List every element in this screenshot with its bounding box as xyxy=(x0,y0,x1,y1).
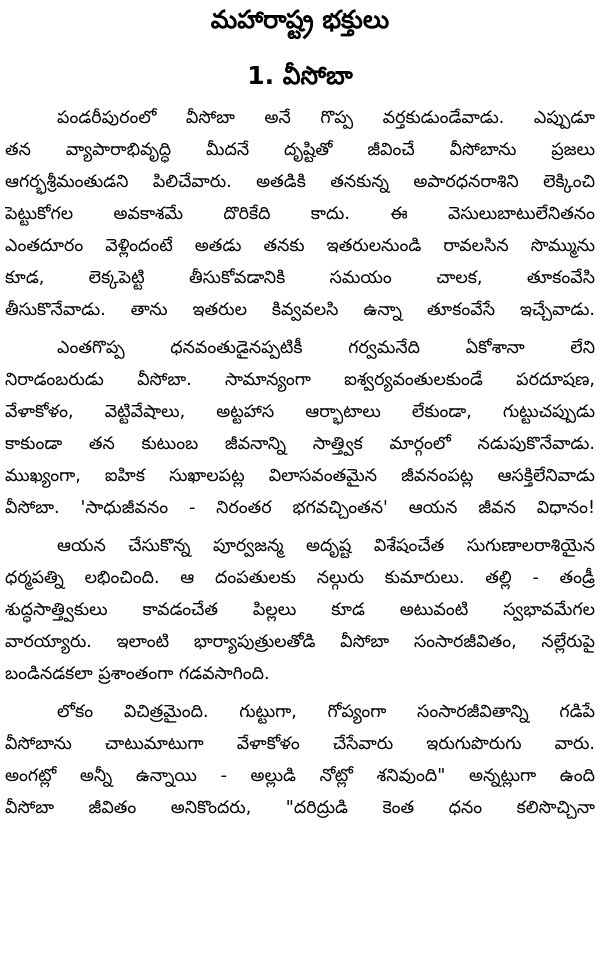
chapter-title: 1. వీసోబా xyxy=(247,61,353,90)
text-line: బండినడకలా ప్రశాంతంగా గడవసాగింది. xyxy=(5,664,270,684)
text-line: ముఖ్యంగా, ఐహిక సుఖాలపట్ల విలాసవంతమైన జీవనంపట్ల ఆసక్తిలేనివాడు xyxy=(5,466,595,486)
paragraph-4 xyxy=(5,696,595,824)
text-line: లోకం విచిత్రమైంది. గుట్టుగా, గోప్యంగా సంసారజీవితాన్ని గడిపే xyxy=(57,702,595,722)
paragraph-2 xyxy=(5,332,595,524)
text-line: వీసోబా జీవితం అనికొందరు, "దరిద్రుడి కెంత ధనం కలిసొచ్చినా xyxy=(5,798,595,818)
text-line: కాకుండా తన కుటుంబ జీవనాన్ని సాత్త్విక మార్గంలో నడుపుకొనేవాడు. xyxy=(5,434,595,454)
text-line: ఆగర్భశ్రీమంతుడని పిలిచేవారు. అతడికి తనకున్న అపారధనరాశిని లెక్కించి xyxy=(5,172,595,192)
text-line: ఎంతగొప్ప ధనవంతుడైనప్పటికీ గర్వమనేది ఏకోశానా లేని xyxy=(57,338,595,358)
paragraph-3 xyxy=(5,530,595,690)
text-line: పండరీపురంలో వీసోబా అనే గొప్ప వర్తకుడుండేవాడు. ఎప్పుడూ xyxy=(57,108,595,128)
text-line: ఎంతదూరం వెళ్లిందంటే అతడు తనకు ఇతరులనుండి రావలసిన సొమ్మును xyxy=(5,236,595,256)
text-line: వీసోబాను చాటుమాటుగా వేళాకోళం చేసేవారు ఇరుగుపొరుగు వారు. xyxy=(5,734,595,754)
text-line: కూడ, లెక్కపెట్టి తీసుకోవడానికి సమయం చాలక, తూకంవేసి xyxy=(5,268,595,288)
text-line: పెట్టుకోగల అవకాశమే దొరికేది కాదు. ఈ వెసులుబాటులేనితనం xyxy=(5,204,595,224)
text-line: ధర్మపత్ని లభించింది. ఆ దంపతులకు నల్గురు కుమారులు. తల్లి - తండ్రీ xyxy=(5,568,595,588)
text-line: తీసుకొనేవాడు. తాను ఇతరుల కివ్వవలసి ఉన్నా తూకంవేసే ఇచ్చేవాడు. xyxy=(5,300,595,320)
page-title: మహారాష్ట్ర భక్తులు xyxy=(210,5,390,34)
text-line: వేళాకోళం, వెట్టివేషాలు, అట్టహాస ఆర్భాటాలు లేకుండా, గుట్టుచప్పుడు xyxy=(5,402,595,422)
text-line: వీసోబా. 'సాధుజీవనం - నిరంతర భగవచ్చింతన' ఆయన జీవన విధానం! xyxy=(5,498,595,518)
text-line: అంగట్లో అన్నీ ఉన్నాయి - అల్లుడి నోట్లో శనివుంది" అన్నట్లుగా ఉంది xyxy=(5,766,595,786)
text-line: తన వ్యాపారాభివృద్ధి మీదనే దృష్టితో జీవించే వీసోబాను ప్రజలు xyxy=(5,140,595,160)
text-line: వారయ్యారు. ఇలాంటి భార్యాపుత్రులతోడి వీసోబా సంసారజీవితం, నల్లేరుపై xyxy=(5,632,595,652)
text-line: ఆయన చేసుకొన్న పూర్వజన్మ అదృష్ట విశేషంచేత సుగుణాలరాశియైన xyxy=(57,536,595,556)
paragraph-1 xyxy=(5,102,595,326)
text-line: శుద్ధసాత్త్వికులు కావడంచేత పిల్లలు కూడ అటువంటి స్వభావమేగల xyxy=(5,600,595,620)
text-line: నిరాడంబరుడు వీసోబా. సామాన్యంగా ఐశ్వర్యవంతులకుండే పరదూషణ, xyxy=(5,370,595,390)
